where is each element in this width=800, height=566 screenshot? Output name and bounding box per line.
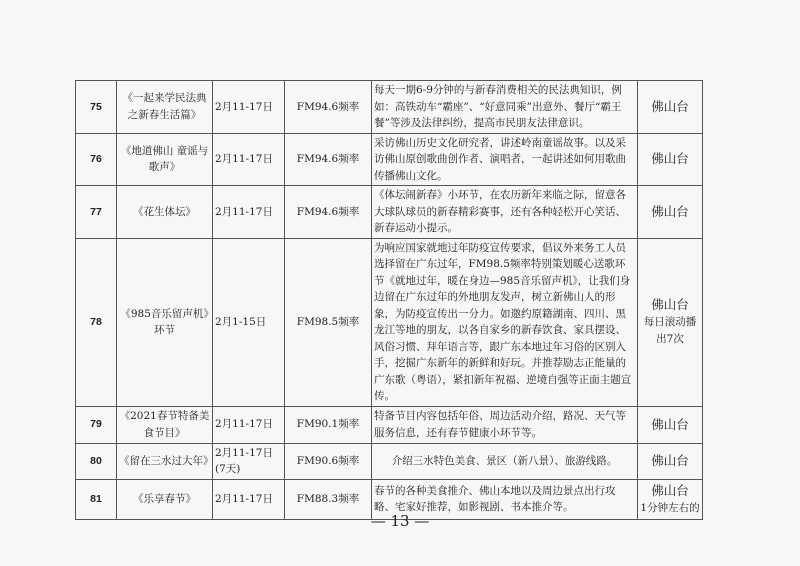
program-name: 《地道佛山 童谣与歌声》	[117, 133, 213, 186]
frequency: FM94.6频率	[285, 81, 372, 134]
program-content: 介绍三水特色美食、景区（新八景）、旅游线路。	[372, 443, 638, 479]
organization-cell	[638, 443, 703, 479]
frequency: FM94.6频率	[285, 186, 372, 239]
table-row	[76, 406, 703, 443]
organization: 佛山台	[651, 416, 689, 432]
organization-cell	[638, 81, 703, 134]
program-table	[75, 80, 703, 520]
broadcast-date: 2月11-17日	[213, 133, 285, 186]
program-content: 特备节目内容包括年俗、周边活动介绍，路况、天气等服务信息，还有春节健康小环节等。	[372, 406, 638, 443]
broadcast-note: 1分钟左右的	[640, 501, 700, 514]
table-row	[76, 81, 703, 134]
organization: 佛山台	[651, 203, 689, 219]
program-name: 《2021春节特备美食节目》	[117, 406, 213, 443]
program-content: 为响应国家就地过年防疫宣传要求，倡议外来务工人员选择留在广东过年，FM98.5频率特别策划暖心送歌环节《就地过年，暖在身边—985音乐留声机》，让我们身边留在广东过年的外地朋友发声，树立新佛山人的形象，为防疫宣传出一分力。如邀约原籍湖南、四川、黑龙江等地的朋友，以各自家乡的新春饮食、家具摆设、风俗习惯、拜年语言等，跟广东本地过年习俗的区别入手，挖掘广东新年的新鲜和好玩。并推荐励志正能量的广东歌（粤语），紧扣新年祝福、逆境自强等正面主题宣传。	[372, 238, 638, 406]
program-content: 春节的各种美食推介、佛山本地以及周边景点出行攻略、宅家好推荐，如影视剧、书本推介等。	[372, 479, 638, 519]
table-row	[76, 186, 703, 239]
program-content: 采访佛山历史文化研究者，讲述岭南童谣故事。以及采访佛山原创歌曲创作者、演唱者，一起讲述如何用歌曲传播佛山文化。	[372, 133, 638, 186]
program-name: 《花生体坛》	[117, 186, 213, 239]
row-number: 77	[76, 186, 117, 239]
organization: 佛山台	[651, 297, 689, 312]
program-content: 每天一期6-9分钟的与新春消费相关的民法典知识，例如：高铁动车“霸座”、“好意同乘”出意外、餐厅“霸王餐”等涉及法律纠纷，提高市民朋友法律意识。	[372, 81, 638, 134]
row-number: 81	[76, 479, 117, 519]
broadcast-date: 2月1-15日	[213, 238, 285, 406]
program-name: 《985音乐留声机》环节	[117, 238, 213, 406]
organization: 佛山台	[651, 482, 689, 498]
organization-cell	[638, 406, 703, 443]
row-number: 80	[76, 443, 117, 479]
broadcast-date: 2月11-17日	[213, 406, 285, 443]
broadcast-note: 每日滚动播出7次	[643, 316, 697, 345]
organization-cell	[638, 238, 703, 406]
organization: 佛山台	[651, 151, 689, 167]
program-name: 《留在三水过大年》	[117, 443, 213, 479]
row-number: 76	[76, 133, 117, 186]
program-content: 《体坛闹新春》小环节，在农历新年来临之际，留意各大球队球员的新春精彩赛事，还有各种轻松开心笑话、新春运动小提示。	[372, 186, 638, 239]
frequency: FM98.5频率	[285, 238, 372, 406]
row-number: 78	[76, 238, 117, 406]
table-row	[76, 238, 703, 406]
row-number: 75	[76, 81, 117, 134]
broadcast-date: 2月11-17日	[213, 81, 285, 134]
organization: 佛山台	[651, 98, 689, 114]
table-row	[76, 443, 703, 479]
broadcast-date: 2月11-17日(7天)	[213, 443, 285, 479]
program-name: 《乐享春节》	[117, 479, 213, 519]
organization-cell	[638, 133, 703, 186]
frequency: FM90.1频率	[285, 406, 372, 443]
frequency: FM94.6频率	[285, 133, 372, 186]
organization: 佛山台	[651, 453, 689, 468]
page-number: — 13 —	[370, 512, 430, 530]
broadcast-date: 2月11-17日	[213, 186, 285, 239]
organization-cell	[638, 186, 703, 239]
frequency: FM90.6频率	[285, 443, 372, 479]
broadcast-date: 2月11-17日	[213, 479, 285, 519]
row-number: 79	[76, 406, 117, 443]
frequency: FM88.3频率	[285, 479, 372, 519]
program-name: 《一起来学民法典之新春生活篇》	[117, 81, 213, 134]
table-row	[76, 133, 703, 186]
